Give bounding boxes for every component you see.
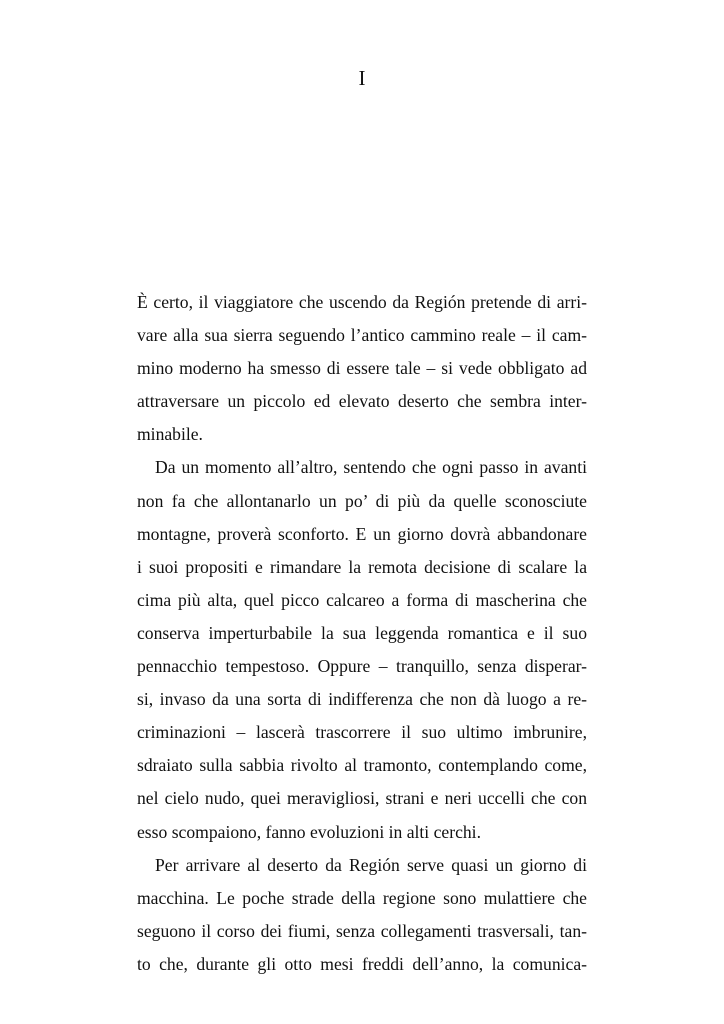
text-line: pennacchio tempestoso. Oppure – tranquillo, senza disperar- [137, 656, 587, 677]
paragraph-1 [137, 286, 587, 451]
text-line: i suoi propositi e rimandare la remota decisione di scalare la [137, 556, 587, 577]
text-line: to che, durante gli otto mesi freddi dell’anno, la comunica- [137, 953, 587, 974]
text-line: minabile. [137, 424, 203, 445]
paragraph-2 [137, 451, 587, 848]
text-line: macchina. Le poche strade della regione sono mulattiere che [137, 887, 587, 908]
text-line: si, invaso da una sorta di indifferenza che non dà luogo a re- [137, 689, 587, 710]
text-line: seguono il corso dei fiumi, senza collegamenti trasversali, tan- [137, 920, 587, 941]
text-line: conserva imperturbabile la sua leggenda romantica e il suo [137, 622, 587, 643]
text-line: Da un momento all’altro, sentendo che ogni passo in avanti [155, 457, 587, 478]
text-line: nel cielo nudo, quei meravigliosi, strani e neri uccelli che con [137, 788, 587, 809]
text-line: Per arrivare al deserto da Región serve quasi un giorno di [155, 854, 587, 875]
body-text [137, 286, 587, 981]
text-line: mino moderno ha smesso di essere tale – si vede obbligato ad [137, 358, 587, 379]
text-line: cima più alta, quel picco calcareo a forma di mascherina che [137, 589, 587, 610]
text-line: vare alla sua sierra seguendo l’antico cammino reale – il cam- [137, 325, 587, 346]
text-line: attraversare un piccolo ed elevato deserto che sembra inter- [137, 391, 587, 412]
text-line: sdraiato sulla sabbia rivolto al tramonto, contemplando come, [137, 755, 587, 776]
paragraph-3 [137, 849, 587, 981]
text-line: esso scompaiono, fanno evoluzioni in alti cerchi. [137, 821, 481, 842]
text-line: montagne, proverà sconforto. E un giorno dovrà abbandonare [137, 523, 587, 544]
text-line: È certo, il viaggiatore che uscendo da Región pretende di arri- [137, 292, 587, 312]
text-line: criminazioni – lascerà trascorrere il suo ultimo imbrunire, [137, 722, 587, 743]
text-line: non fa che allontanarlo un po’ di più da quelle sconosciute [137, 490, 587, 511]
chapter-number: I [358, 66, 366, 90]
